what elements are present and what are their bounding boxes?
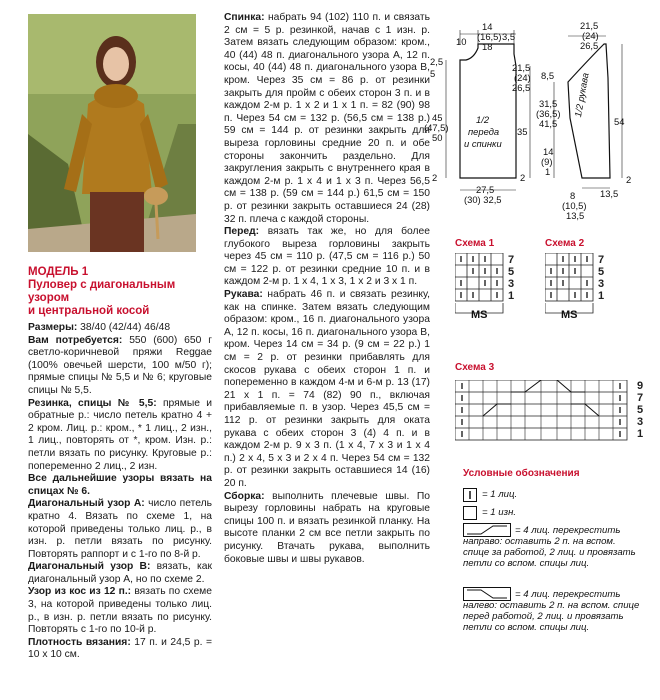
sleeves-value: набрать 46 п. и связать резинку, как на спинке. Затем вязать следующим образом: кром., 16 п. диагонального узора A, 12 п. косы, 16 п. диагонального узора B, кром. Через 14 см = 34 р. (9 см = 22 р.) 1 см = 2 р. от резинки прибавлять для скосов рукава с обеих сторон 1 п. и попеременно в каждом 4-м и 6-м р. 13 (17) 21 х 1 п. = 74 (82) 90 п., включая прибавляемые п. в узор. Через 45,5 см = 112 р. от резинки закрыть для оката рукава с обеих сторон 3 (4) 4 п. и в каждом 2-м р. 9 х 3 п. (1 х 4, 7 х 3 и 1 х 4 п.) 2 х 4, 5 х 3 и 2 х 4 п. Через 54 см = 132 р. от резинки закрыть оставшиеся 14 (16) 20 п.	[224, 289, 430, 489]
legend-title: Условные обозначения	[463, 468, 580, 479]
back-height-mid-left: 5	[430, 68, 436, 79]
scheme-1-row-3: 3	[508, 278, 515, 290]
back-height-right-b: (24)	[514, 72, 531, 83]
scheme-2-row-7: 7	[598, 254, 605, 266]
sleeve-piece-label: 1/2 рукава	[572, 71, 591, 118]
middle-text-column	[224, 12, 430, 566]
sleeve-width-bottom-c: 13,5	[566, 210, 585, 221]
scheme-2-ms: MS	[561, 309, 578, 321]
back-width-top-left: 10	[456, 36, 467, 47]
legend-purl: = 1 изн.	[482, 507, 517, 518]
back-height-bottom-right: 2	[520, 172, 526, 183]
sleeve-width-top-c: 26,5	[580, 40, 599, 51]
scheme-1-title: Схема 1	[455, 238, 495, 249]
diagonal-a-value: число петель кратно 4. Вязать по схеме 1, на которой приведены только лиц. р., в изн. р. петли вязать по рисунку. Повторять раппорт и с 1-го по 8-й р.	[28, 498, 212, 560]
sleeve-height-lower-b: (9)	[541, 156, 553, 167]
sleeve-height-total: 54	[614, 116, 625, 127]
scheme-1-row-1: 1	[508, 290, 515, 302]
back-width-bottom-a: 27,5	[476, 184, 495, 195]
materials-paragraph	[28, 335, 212, 398]
cable-paragraph	[28, 586, 212, 636]
front-value: вязать так же, но для более глубокого выреза горловины закрыть через 45 см = 110 р. (47,5 см = 116 р.) 50 см = 122 р. от резинки средние 10 п. и в каждом 2-м р. 1 х 4, 1 х 3, 1 х 2 и 3 х 1 п.	[224, 226, 430, 288]
all-patterns-paragraph	[28, 473, 212, 498]
assembly-paragraph	[224, 491, 430, 567]
model-photo	[28, 14, 196, 252]
back-piece-label-1: 1/2	[476, 114, 490, 125]
diagonal-b-value: вязать, как диагональный узор A, но по схеме 2.	[28, 561, 212, 585]
back-width-bottom-b: (30) 32,5	[464, 194, 502, 205]
scheme-2-row-3: 3	[598, 278, 605, 290]
sleeve-width-top-a: 21,5	[580, 20, 599, 31]
legend-cross-right: = 4 лиц. перекрестить направо: оставить 2 п. на вспом. спице за работой, 2 лиц. и провязать петли со вспом. спицы лиц.	[463, 525, 636, 569]
rib-value: прямые и обратные р.: число петель кратно 4 + 2 кром. Лиц. р.: кром., * 1 лиц., 2 изн., 1 лиц., повторять от *, кром. Изн. р.: петли вязать по рисунку. Круговые р.: попеременно 2 лиц., 2 изн.	[28, 397, 212, 472]
model-name: Пуловер с диагональным узором	[28, 279, 176, 304]
scheme-2-title: Схема 2	[545, 238, 585, 249]
diagonal-a-label: Диагональный узор A:	[28, 498, 145, 510]
back-width-top-right: 3,5	[502, 31, 516, 42]
left-text-column	[28, 322, 212, 662]
scheme-1-ms: MS	[471, 309, 488, 321]
scheme-3-row-7: 7	[637, 392, 644, 404]
diagonal-b-label: Диагональный узор B:	[28, 561, 151, 573]
back-paragraph	[224, 12, 430, 226]
diagonal-a-paragraph	[28, 498, 212, 561]
sleeves-paragraph	[224, 289, 430, 491]
model-name-2: и центральной косой	[28, 305, 150, 317]
back-height-right-a: 21,5	[512, 62, 531, 73]
sleeve-width-bottom-a: 8	[570, 190, 576, 201]
sleeve-height-main-a: 31,5	[539, 98, 558, 109]
scheme-3-title: Схема 3	[455, 362, 495, 373]
all-patterns-note: Все дальнейшие узоры вязать на спицах № 6.	[28, 473, 212, 497]
sleeve-height-lower-a: 14	[543, 146, 554, 157]
back-height-bottom-left: 2	[432, 172, 438, 183]
scheme-3-row-1: 1	[637, 428, 644, 440]
sleeve-height-lower-c: 1	[545, 166, 551, 177]
density-label: Плотность вязания:	[28, 636, 131, 648]
scheme-1-row-7: 7	[508, 254, 515, 266]
back-width-top-mid2: (16,5)	[477, 31, 502, 42]
knit-symbol-icon	[463, 488, 477, 502]
materials-value: 550 (600) 650 г светло-коричневой пряжи Reggae (100% овечьей шерсти, 100 м/50 г); прямые спицы № 5,5 и № 6; круговые спицы № 5,5.	[28, 334, 212, 396]
sleeve-height-cap: 8,5	[541, 70, 555, 81]
back-height-right-c: 26,5	[512, 82, 531, 93]
diagonal-b-paragraph	[28, 561, 212, 586]
model-number: МОДЕЛЬ 1	[28, 266, 89, 278]
sizes-paragraph	[28, 322, 212, 335]
legend-knit: = 1 лиц.	[482, 489, 518, 500]
legend-cross-left: = 4 лиц. перекрестить налево: оставить 2 п. на вспом. спице перед работой, 2 лиц. и провязать петли со вспом. спицы лиц.	[463, 589, 640, 633]
sleeve-width-bottom-b: (10,5)	[562, 200, 587, 211]
scheme-2-row-5: 5	[598, 266, 605, 278]
assembly-label: Сборка:	[224, 490, 265, 502]
back-height-top-left: 2,5	[430, 56, 444, 67]
sleeve-height-main-b: (36,5)	[536, 108, 561, 119]
back-height-main-b: (47,5)	[424, 122, 449, 133]
front-paragraph	[224, 226, 430, 289]
sizes-label: Размеры:	[28, 322, 78, 333]
materials-label: Вам потребуется:	[28, 334, 123, 346]
back-height-main-c: 50	[432, 132, 443, 143]
back-label: Спинка:	[224, 12, 265, 23]
back-height-main-a: 45	[432, 112, 443, 123]
assembly-value: выполнить плечевые швы. По вырезу горловины набрать на круговые спицы 100 п. и вязать резинкой планку. На высоте планки 2 см все петли закрыть по рисунку. Втачать рукава, выполнить боковые швы и швы рукавов.	[224, 490, 430, 565]
back-piece-label-3: и спинки	[464, 138, 502, 149]
sleeve-width-bottom-right: 13,5	[600, 188, 619, 199]
rib-label: Резинка, спицы № 5,5:	[28, 397, 157, 409]
back-width-top-mid: 14	[482, 21, 493, 32]
sleeves-label: Рукава:	[224, 289, 263, 301]
density-paragraph	[28, 637, 212, 662]
back-value: набрать 94 (102) 110 п. и связать 2 см = 5 р. резинкой, начав с 1 изн. р. Затем вязать следующим образом: кром., 40 (44) 48 п. диагонального узора A, 12 п. косы, 40 (44) 48 п. диагонального узора B, кром. Через 35 см = 86 р. от резинки закрыть для пройм с обеих сторон 3 п. и в каждом 2-м р. 1 х 2 и 1 х 1 п. = 82 (90) 98 п. Через 54 см = 132 р. (56,5 см = 138 р.) 59 см = 144 р. от резинки закрыть для выреза горловины средние 20 п. и обе стороны закончить раздельно. Для закругления закрыть с внутреннего края в каждом 2-м р. 1 х 4 и 1 х 3 п. Через 56,5 см = 138 р. (59 см = 144 р.) 61,5 см = 150 р. от резинки закрыть оставшиеся 24 (28) 32 п. плеча с каждой стороны.	[224, 12, 430, 225]
sleeve-width-top-b: (24)	[582, 30, 599, 41]
model-title	[28, 266, 218, 318]
sizes-value: 38/40 (42/44) 46/48	[77, 322, 171, 333]
back-width-top-mid3: 18	[482, 41, 493, 52]
scheme-3-row-5: 5	[637, 404, 644, 416]
scheme-3-grid	[455, 380, 635, 448]
scheme-2-row-1: 1	[598, 290, 605, 302]
front-label: Перед:	[224, 226, 260, 238]
rib-paragraph	[28, 398, 212, 474]
back-height-right-main: 35	[517, 126, 528, 137]
scheme-1-row-5: 5	[508, 266, 515, 278]
cable-label: Узор из кос из 12 п.:	[28, 586, 132, 598]
sleeve-height-main-c: 41,5	[539, 118, 558, 129]
scheme-3-row-3: 3	[637, 416, 644, 428]
back-piece-label-2: переда	[468, 126, 500, 137]
sleeve-height-bottom: 2	[626, 174, 632, 185]
cable-value: вязать по схеме 3, на которой приведены только лиц. р., в изн. р. петли вязать по рисунку. Повторять с 1-го по 10-й р.	[28, 586, 212, 636]
density-value: 17 п. и 24,5 р. = 10 х 10 см.	[28, 636, 212, 661]
scheme-3-row-9: 9	[637, 380, 644, 392]
purl-symbol-icon	[463, 506, 477, 520]
